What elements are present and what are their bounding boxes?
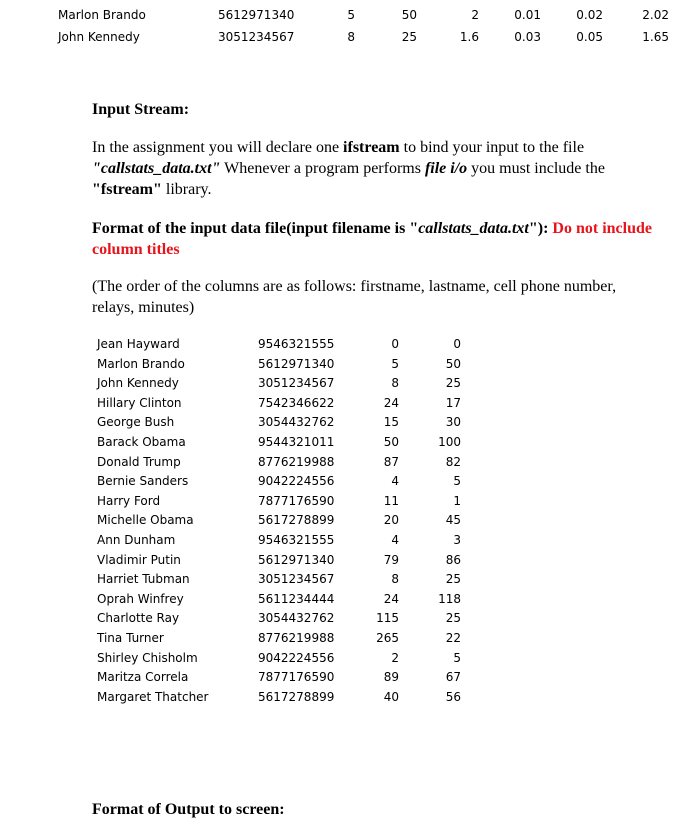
text: library. (161, 181, 212, 198)
phone-cell: 3051234567 (218, 30, 295, 44)
phone-cell: 7542346622 (258, 395, 335, 410)
relays-cell: 8 (391, 572, 399, 587)
minutes-cell: 3 (453, 532, 461, 547)
phone-cell: 5617278899 (258, 689, 335, 704)
phone-cell: 3051234567 (258, 572, 335, 587)
minutes-cell: 1 (453, 493, 461, 508)
table-row (0, 531, 695, 551)
table-row (0, 355, 695, 375)
table-row (0, 22, 695, 44)
text-bold: ifstream (343, 139, 400, 156)
text: In the assignment you will declare one (92, 139, 344, 156)
relays-cell: 40 (383, 689, 399, 704)
name-cell: Hillary Clinton (97, 395, 182, 410)
value-cell: 0.02 (576, 8, 603, 22)
column-order-note: (The order of the columns are as follows: firstname, lastname, cell phone number, relays, minutes) (92, 278, 617, 316)
text-bold: Format of the input data file(input filename is " (92, 220, 419, 237)
warning-text: Do not include column titles (92, 220, 652, 258)
relays-cell: 50 (383, 434, 399, 449)
relays-cell: 265 (376, 630, 399, 645)
relays-cell: 5 (391, 356, 399, 371)
minutes-cell: 5 (453, 474, 461, 489)
phone-cell: 5612971340 (258, 552, 335, 567)
name-cell: Marlon Brando (58, 8, 146, 22)
table-row (0, 511, 695, 531)
relays-cell: 15 (383, 415, 399, 430)
value-cell: 0.03 (514, 30, 541, 44)
value-cell: 2.02 (642, 8, 669, 22)
relays-cell: 11 (383, 493, 399, 508)
phone-cell: 5612971340 (258, 356, 335, 371)
phone-cell: 5611234444 (258, 591, 335, 606)
value-cell: 0.05 (576, 30, 603, 44)
minutes-cell: 45 (445, 513, 461, 528)
text: Whenever a program performs (220, 160, 425, 177)
minutes-cell: 17 (445, 395, 461, 410)
relays-cell: 89 (383, 670, 399, 685)
phone-cell: 9042224556 (258, 650, 335, 665)
text-bold-italic: callstats_data.txt (418, 220, 529, 237)
minutes-cell: 25 (445, 611, 461, 626)
output-format-heading: Format of Output to screen: (92, 801, 285, 818)
phone-cell: 7877176590 (258, 493, 335, 508)
name-cell: Shirley Chisholm (97, 650, 198, 665)
table-row (0, 472, 695, 492)
name-cell: Michelle Obama (97, 513, 194, 528)
minutes-cell: 118 (438, 591, 461, 606)
relays-cell: 87 (383, 454, 399, 469)
text-bold: "fstream" (92, 181, 162, 198)
name-cell: Harriet Tubman (97, 572, 190, 587)
relays-cell: 115 (376, 611, 399, 626)
table-row (0, 394, 695, 414)
minutes-cell: 0 (453, 337, 461, 351)
minutes-cell: 86 (445, 552, 461, 567)
phone-cell: 3054432762 (258, 415, 335, 430)
relays-cell: 4 (391, 532, 399, 547)
minutes-cell: 25 (445, 572, 461, 587)
relays-cell: 5 (347, 8, 355, 22)
relays-cell: 4 (391, 474, 399, 489)
minutes-cell: 5 (453, 650, 461, 665)
relays-cell: 8 (391, 376, 399, 391)
relays-cell: 2 (391, 650, 399, 665)
text-bold-italic: "callstats_data.txt" (92, 160, 221, 177)
relays-cell: 0 (391, 337, 399, 351)
name-cell: Vladimir Putin (97, 552, 181, 567)
table-row (0, 570, 695, 590)
table-row (0, 433, 695, 453)
name-cell: John Kennedy (97, 376, 179, 391)
table-row (0, 629, 695, 649)
name-cell: George Bush (97, 415, 175, 430)
value-cell: 0.01 (514, 8, 541, 22)
value-cell: 2 (471, 8, 479, 22)
phone-cell: 7877176590 (258, 670, 335, 685)
name-cell: Margaret Thatcher (97, 689, 209, 704)
minutes-cell: 22 (445, 630, 461, 645)
name-cell: Bernie Sanders (97, 474, 189, 489)
name-cell: Jean Hayward (97, 337, 180, 351)
table-row (0, 335, 695, 355)
phone-cell: 9546321555 (258, 337, 335, 351)
minutes-cell: 82 (445, 454, 461, 469)
input-stream-paragraph (92, 137, 672, 200)
input-data-table (0, 335, 695, 707)
table-row (0, 551, 695, 571)
name-cell: Oprah Winfrey (97, 591, 184, 606)
minutes-cell: 50 (445, 356, 461, 371)
minutes-cell: 25 (445, 376, 461, 391)
minutes-cell: 25 (401, 30, 417, 44)
table-row (0, 649, 695, 669)
name-cell: Maritza Correla (97, 670, 189, 685)
text: you must include the (467, 160, 605, 177)
phone-cell: 8776219988 (258, 630, 335, 645)
table-row (0, 0, 695, 22)
name-cell: Donald Trump (97, 454, 181, 469)
minutes-cell: 56 (445, 689, 461, 704)
phone-cell: 9042224556 (258, 474, 335, 489)
phone-cell: 8776219988 (258, 454, 335, 469)
text: to bind your input to the file (399, 139, 585, 156)
top-table (0, 0, 695, 44)
name-cell: Tina Turner (97, 630, 164, 645)
text-bold-italic: file i/o (424, 160, 468, 177)
name-cell: Marlon Brando (97, 356, 185, 371)
table-row (0, 374, 695, 394)
relays-cell: 24 (383, 591, 399, 606)
phone-cell: 9544321011 (258, 434, 335, 449)
phone-cell: 3054432762 (258, 611, 335, 626)
table-row (0, 590, 695, 610)
table-row (0, 413, 695, 433)
name-cell: Charlotte Ray (97, 611, 180, 626)
phone-cell: 9546321555 (258, 532, 335, 547)
name-cell: John Kennedy (58, 30, 140, 44)
relays-cell: 20 (383, 513, 399, 528)
phone-cell: 5612971340 (218, 8, 295, 22)
table-row (0, 453, 695, 473)
minutes-cell: 100 (438, 434, 461, 449)
phone-cell: 3051234567 (258, 376, 335, 391)
value-cell: 1.6 (459, 30, 479, 44)
name-cell: Harry Ford (97, 493, 161, 508)
minutes-cell: 67 (445, 670, 461, 685)
input-stream-heading: Input Stream: (92, 101, 190, 118)
relays-cell: 79 (383, 552, 399, 567)
minutes-cell: 50 (401, 8, 417, 22)
minutes-cell: 30 (445, 415, 461, 430)
phone-cell: 5617278899 (258, 513, 335, 528)
table-row (0, 688, 695, 708)
name-cell: Ann Dunham (97, 532, 176, 547)
name-cell: Barack Obama (97, 434, 186, 449)
text-bold: "): (528, 220, 553, 237)
relays-cell: 24 (383, 395, 399, 410)
format-input-heading (92, 218, 662, 260)
relays-cell: 8 (347, 30, 355, 44)
table-row (0, 492, 695, 512)
value-cell: 1.65 (642, 30, 669, 44)
table-row (0, 609, 695, 629)
table-row (0, 668, 695, 688)
